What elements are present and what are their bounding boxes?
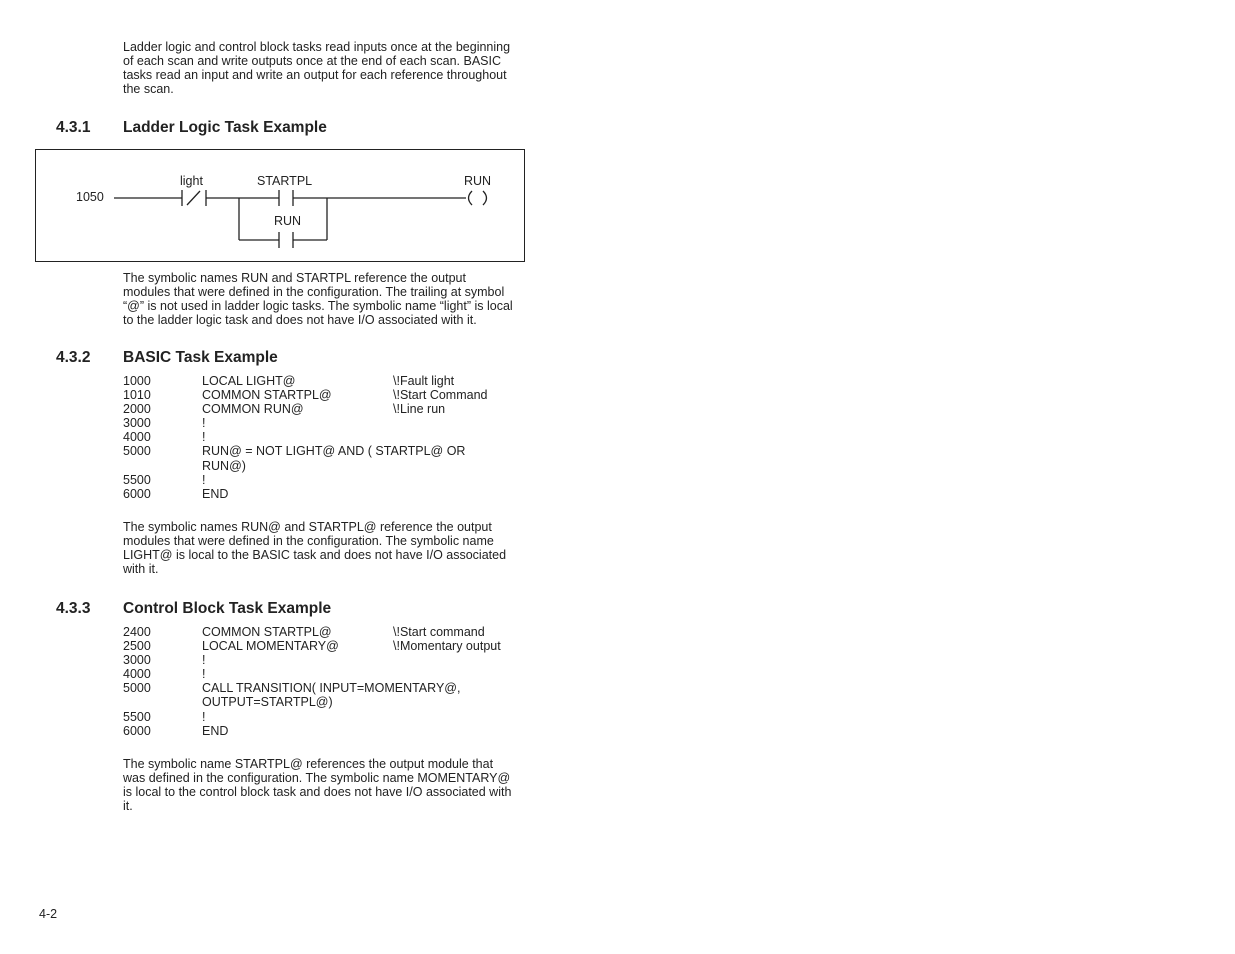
line-number: 5500: [123, 709, 151, 724]
control-code-listing: [123, 625, 523, 738]
statement: !: [202, 709, 206, 724]
statement: !: [202, 472, 206, 487]
rung-number: 1050: [76, 190, 104, 204]
statement: END: [202, 723, 229, 738]
code-line: [123, 653, 523, 667]
code-line: [123, 416, 523, 430]
line-number: 6000: [123, 723, 151, 738]
code-line: [123, 402, 523, 416]
basic-note: The symbolic names RUN@ and STARTPL@ reference the output modules that were defined in the configuration. The symbolic name LIGHT@ is local to the BASIC task and does not have I/O associated with it.: [123, 520, 507, 577]
comment: \!Fault light: [393, 374, 455, 388]
page-number: 4-2: [39, 907, 58, 921]
code-line: [123, 487, 523, 501]
line-number: 5000: [123, 444, 151, 459]
statement: LOCAL LIGHT@: [202, 374, 296, 388]
code-line: [123, 388, 523, 402]
line-number: 3000: [123, 416, 151, 431]
comment: \!Momentary output: [393, 639, 501, 654]
section-number: 4.3.1: [56, 119, 91, 136]
code-line: [123, 430, 523, 444]
line-number: 4000: [123, 430, 151, 445]
contact-run-label: RUN: [274, 214, 302, 228]
comment: \!Line run: [393, 402, 446, 417]
code-line: [123, 625, 523, 639]
statement: END: [202, 486, 229, 501]
code-line: [123, 710, 523, 724]
code-line: [123, 444, 523, 472]
section-number: 4.3.3: [56, 600, 91, 617]
line-number: 6000: [123, 486, 151, 501]
statement: !: [202, 667, 206, 682]
statement: COMMON RUN@: [202, 402, 304, 417]
line-number: 2400: [123, 625, 151, 639]
line-number: 3000: [123, 653, 151, 668]
line-number: 5000: [123, 681, 151, 696]
code-line: [123, 681, 523, 709]
contact-startpl-label: STARTPL: [257, 174, 313, 188]
statement: RUN@ = NOT LIGHT@ AND ( STARTPL@ OR RUN@): [202, 444, 466, 473]
code-line: [123, 724, 523, 738]
contact-light-label: light: [180, 174, 203, 188]
section-number: 4.3.2: [56, 349, 91, 366]
control-note: The symbolic name STARTPL@ references the output module that was defined in the configuration. The symbolic name MOMENTARY@ is local to the control block task and does not have I/O associated with it.: [123, 757, 512, 814]
statement: !: [202, 416, 206, 431]
code-line: [123, 639, 523, 653]
line-number: 4000: [123, 667, 151, 682]
line-number: 2500: [123, 639, 151, 654]
basic-code-listing: [123, 374, 523, 501]
code-line: [123, 667, 523, 681]
ladder-rung-graphic: [36, 150, 524, 261]
code-line: [123, 473, 523, 487]
statement: COMMON STARTPL@: [202, 388, 332, 403]
statement: !: [202, 430, 206, 445]
comment: \!Start command: [393, 625, 485, 639]
coil-run-label: RUN: [464, 174, 492, 188]
intro-paragraph: Ladder logic and control block tasks read inputs once at the beginning of each scan and write outputs once at the end of each scan. BASIC tasks read an input and write an output for each reference throughout the scan.: [123, 40, 511, 97]
statement: COMMON STARTPL@: [202, 625, 332, 639]
ladder-diagram: [35, 149, 525, 262]
line-number: 5500: [123, 472, 151, 487]
section-title: Ladder Logic Task Example: [123, 119, 327, 136]
section-title: Control Block Task Example: [123, 600, 332, 617]
code-line: [123, 374, 523, 388]
comment: \!Start Command: [393, 388, 488, 403]
line-number: 1000: [123, 374, 151, 388]
statement: LOCAL MOMENTARY@: [202, 639, 339, 654]
statement: !: [202, 653, 206, 668]
line-number: 1010: [123, 388, 151, 403]
section-title: BASIC Task Example: [123, 349, 278, 366]
ladder-note: The symbolic names RUN and STARTPL reference the output modules that were defined in the configuration. The trailing at symbol “@” is not used in ladder logic tasks. The symbolic name “light” is local to the ladder logic task and does not have I/O associated with it.: [123, 271, 513, 328]
line-number: 2000: [123, 402, 151, 417]
statement: CALL TRANSITION( INPUT=MOMENTARY@, OUTPUT=STARTPL@): [202, 681, 461, 710]
